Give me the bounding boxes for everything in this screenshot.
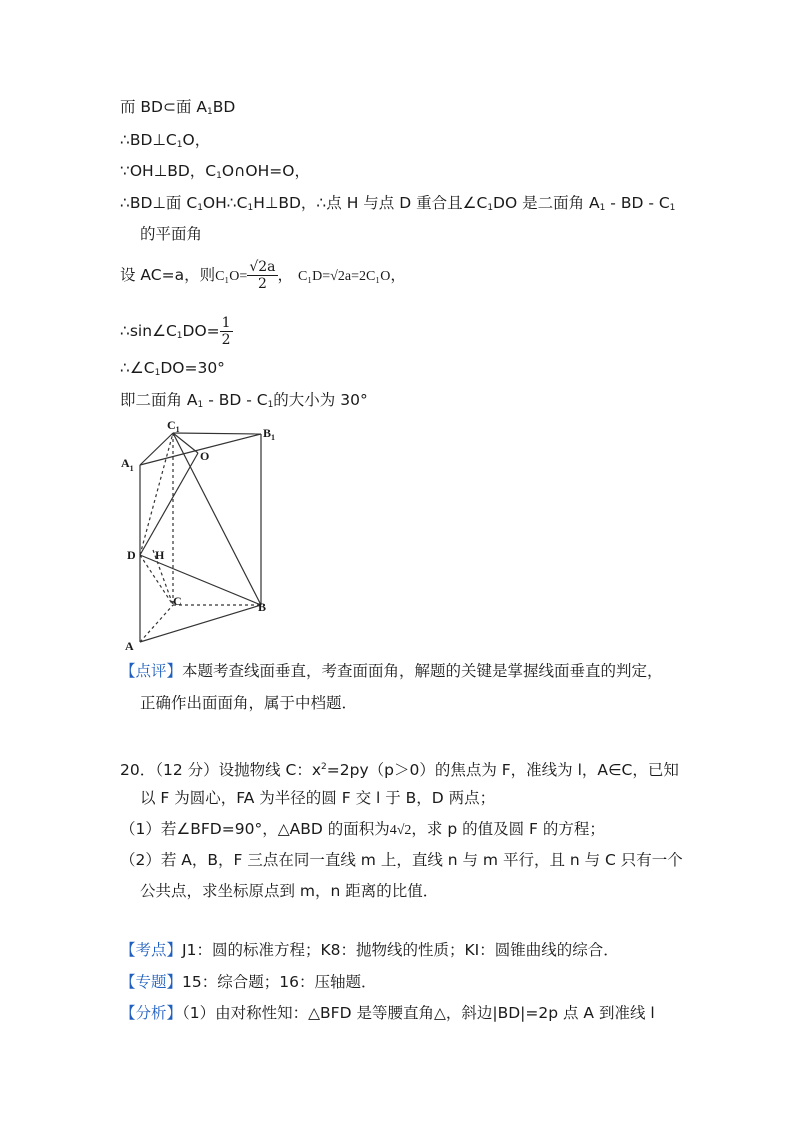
problem20-line-2: 以 F 为圆心，FA 为半径的圆 F 交 l 于 B，D 两点； [140,789,496,807]
text: 即二面角 A [120,391,198,409]
text: O∩OH=O， [221,162,310,180]
subscript: 1 [487,203,494,213]
kaodian-tag: 【考点】 [120,941,183,959]
text: DO 是二面角 A [493,194,600,212]
text: ∴BD⊥C [120,131,177,149]
proof-line-7 [120,314,233,353]
denominator: 2 [257,276,267,292]
text: OH∴C [202,194,248,212]
segment-dc1 [140,433,173,555]
text: DO= [182,322,220,340]
label-h: H [155,548,165,562]
text: 而 BD⊂面 A [120,98,208,116]
zhuanti-tag: 【专题】 [120,973,183,991]
subscript: 1 [176,140,183,150]
edge-ab [140,605,261,642]
proof-line-3 [120,160,310,187]
problem20-q2: （2）若 A，B，F 三点在同一直线 m 上，直线 n 与 m 平行，且 n 与 C 只有一个 [120,851,683,869]
comment-line-2: 正确作出面面角，属于中档题． [140,694,358,712]
proof-line-4 [120,192,675,219]
text: 的大小为 30° [273,391,368,409]
subscript: 1 [154,368,161,378]
superscript: 2 [321,762,327,772]
subscript: 1 [216,171,222,181]
problem20-line-1 [120,756,679,781]
label-o: O [200,449,210,463]
label-a1: $A_1$ [121,456,134,473]
segment-c1b [173,433,261,605]
numerator: 1 [221,315,231,331]
text: 设 AC=a，则 [120,266,216,284]
zhuanti-line [120,971,376,993]
text: DO=30° [160,359,225,377]
c1d-expression: C₁D=√2a=2C₁O [297,269,391,284]
problem20-q2-cont: 公共点，求坐标原点到 m，n 距离的比值． [140,882,439,900]
text: 15：综合题；16：压轴题． [182,973,377,991]
fraction [247,259,277,292]
subscript: 1 [267,400,274,410]
denominator: 2 [221,332,231,348]
text: 20．（12 分）设抛物线 C：x [120,761,322,779]
label-a: A [125,639,134,653]
proof-line-8 [120,357,225,384]
segment-do [140,453,198,555]
text: ∴BD⊥面 C [120,194,198,212]
text: J1：圆的标准方程；K8：抛物线的性质；KI：圆锥曲线的综合． [182,941,619,959]
text: =2py（p＞0）的焦点为 F，准线为 l，A∈C，已知 [326,761,679,779]
prism-figure [115,415,290,655]
text: BD [212,98,236,116]
comment-line-1 [120,660,663,682]
label-b: B [258,600,267,614]
fenxi-tag: 【分析】 [120,1004,183,1022]
label-c: C [173,594,182,608]
subscript: 1 [197,400,204,410]
c1o-label: C₁O= [215,269,248,284]
comment-tag: 【点评】 [120,662,183,680]
text: H⊥BD，∴点 H 与点 D 重合且∠C [253,194,488,212]
text: O， [182,131,211,149]
proof-line-1 [120,96,235,123]
text: （1）若∠BFD=90°，△ABD 的面积为 [120,820,390,838]
segment-c1o [173,433,198,453]
problem20-q1 [120,818,605,842]
subscript: 1 [669,203,676,213]
subscript: 1 [207,107,213,117]
text: - BD - C [605,194,670,212]
text: ∵OH⊥BD，C [120,162,217,180]
proof-line-9 [120,389,368,416]
label-c1: $C_1$ [167,418,180,434]
text: ，求 p 的值及圆 F 的方程； [411,820,605,838]
label-b1: $B_1$ [263,426,276,442]
text: ， [390,266,406,284]
proof-line-5: 的平面角 [140,225,203,243]
label-d: D [127,548,136,562]
math-4sqrt2: 4√2 [389,823,412,838]
text: （1）由对称性知：△BFD 是等腰直角△，斜边|BD|=2p 点 A 到准线 l [182,1004,655,1022]
text: 本题考查线面垂直，考查面面角，解题的关键是掌握线面垂直的判定， [182,662,663,680]
text: ∴sin∠C [120,322,177,340]
segment-dc [140,555,173,605]
kaodian-line [120,939,619,961]
text: ∴∠C [120,359,155,377]
numerator: √2a [249,259,276,275]
text: ， [277,266,294,284]
subscript: 1 [247,203,254,213]
fenxi-line [120,1002,655,1024]
subscript: 1 [197,203,203,213]
subscript: 1 [176,331,183,341]
proof-line-2 [120,129,210,156]
proof-line-6 [120,258,406,294]
text: - BD - C [203,391,268,409]
edge-c1b1 [173,433,261,434]
fraction [220,315,233,348]
subscript: 1 [599,203,606,213]
